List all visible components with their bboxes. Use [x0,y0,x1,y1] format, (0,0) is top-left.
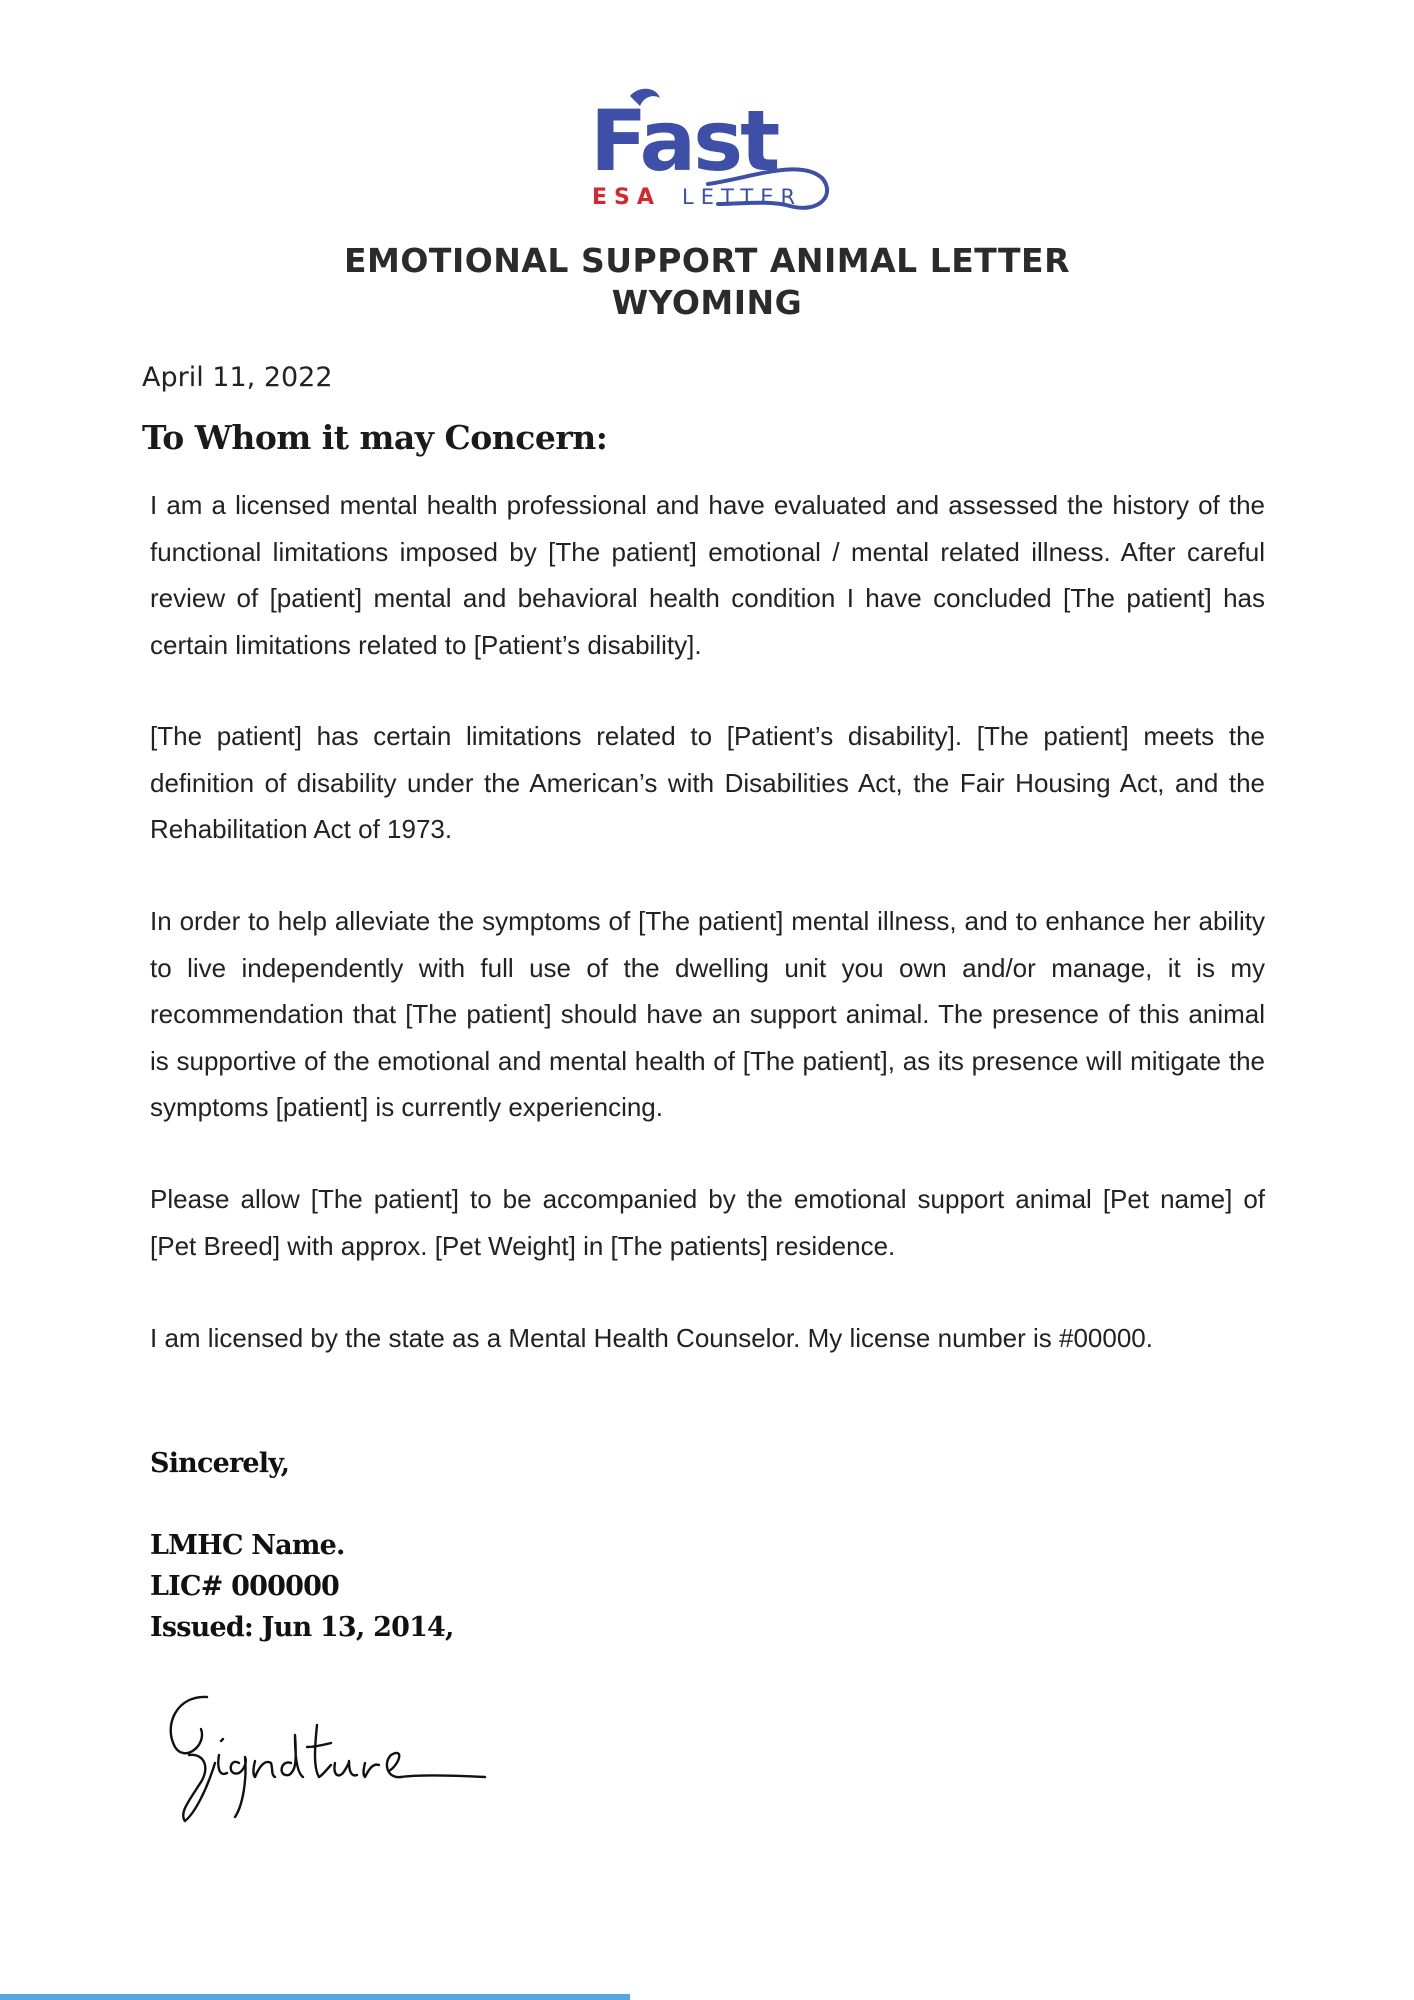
document-title [0,240,1414,324]
body-paragraph-5: I am licensed by the state as a Mental Health Counselor. My license number is #00000. [150,1323,1153,1353]
body-paragraph-2: [The patient] has certain limitations related to [Patient’s disability]. [The patient] meets the definition of disability under the American’s with Disabilities Act, the Fair Housing Act, and the Rehabilitation Act of 1973. [150,721,1265,844]
body-paragraph-4: Please allow [The patient] to be accompanied by the emotional support animal [Pet name] of [Pet Breed] with approx. [Pet Weight] in [The patients] residence. [150,1184,1265,1261]
fast-esa-logo [590,88,840,218]
logo-sub-letter: LETTER [682,185,803,209]
signer-license: LIC# 000000 [150,1571,340,1602]
signer-issued-date: Issued: Jun 13, 2014, [150,1612,454,1643]
title-line-2: WYOMING [611,283,803,322]
salutation: To Whom it may Concern: [142,418,608,457]
letter-date: April 11, 2022 [142,362,333,393]
body-paragraph-3: In order to help alleviate the symptoms of [The patient] mental illness, and to enhance her ability to live independently with full use of the dwelling unit you own and/or manage, it is my recommendation that [The patient] should have an support animal. The presence of this animal is supportive of the emotional and mental health of [The patient], as its presence will mitigate the symptoms [patient] is currently experiencing. [150,906,1265,1122]
signer-name: LMHC Name. [150,1530,345,1561]
title-line-1: EMOTIONAL SUPPORT ANIMAL LETTER [344,241,1070,280]
body-paragraph-1: I am a licensed mental health professional and have evaluated and assessed the history of the functional limitations imposed by [The patient] emotional / mental related illness. After careful review of [patient] mental and behavioral health condition I have concluded [The patient] has certain limitations related to [Patient’s disability]. [150,490,1265,660]
logo-graphic [590,88,840,218]
signature-text: Signature [155,1685,160,1686]
logo-word: Fast [590,92,778,190]
logo-sub-esa: ESA [592,185,661,210]
footer-accent-bar [0,1994,630,2000]
handwritten-signature [155,1685,495,1825]
closing: Sincerely, [150,1448,290,1479]
